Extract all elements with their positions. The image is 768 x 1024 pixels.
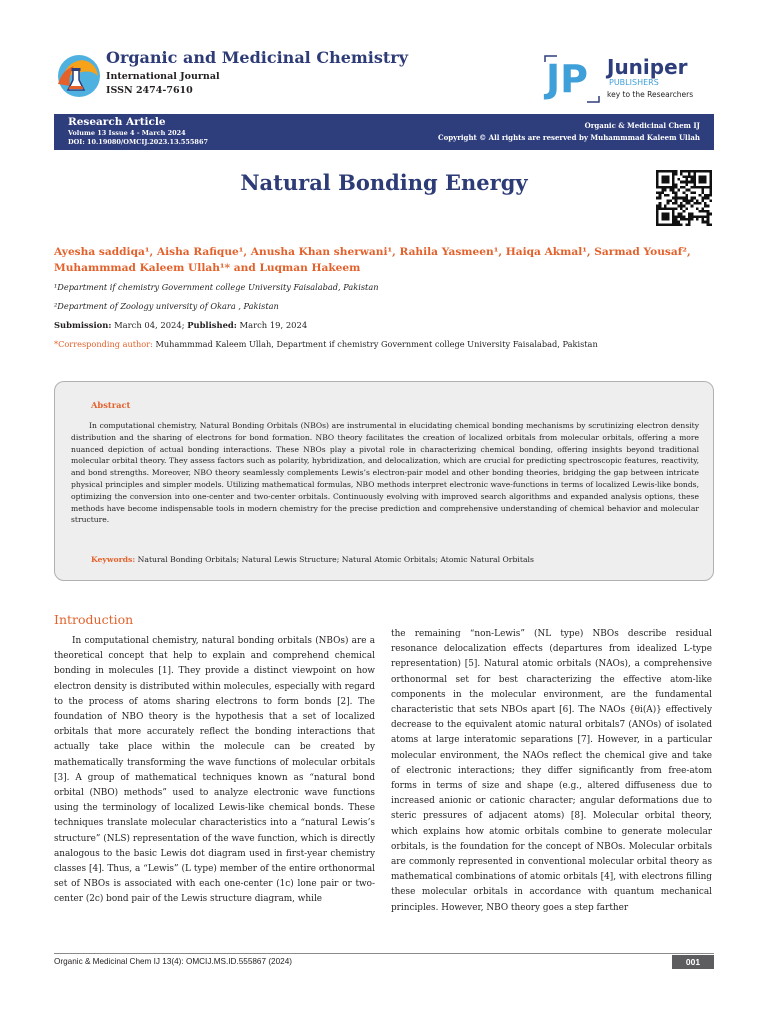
publisher-name: Juniper [607, 55, 688, 79]
introduction-heading: Introduction [54, 612, 134, 627]
affiliation-1: ¹Department if chemistry Government college University Faisalabad, Pakistan [54, 282, 379, 292]
journal-subtitle-block [106, 70, 220, 98]
body-column-left: In computational chemistry, natural bonding orbitals (NBOs) are a theoretical concept that help to explain and comprehend chemical bonding in molecules [1]. They provide a distinct viewpoint on how electron density is distributed within molecules, especially with regard to the process of atoms sharing electrons to form bonds [2]. The foundation of NBO theory is the hypothesis that a set of localized orbitals that more accurately reflect the bonding interactions that actually take place within the molecule can be created by mathematically transforming the wave functions of molecular orbitals [3]. A group of mathematical techniques known as “natural bond orbital (NBO) methods” used to analyze electronic wave functions using the terminology of localized Lewis-like chemical bonds. These techniques translate molecular characteristics into a “natural Lewis’s structure” (NLS) representation of the wave function, which is directly analogous to the basic Lewis dot diagram used in first-year chemistry classes [4]. Thus, a “Lewis” (L type) member of the entire orthonormal set of NBOs is associated with each one-center (1c) lone pair or two-center (2c) bond pair of the Lewis structure diagram, while [54, 636, 375, 905]
juniper-publishers-logo [543, 52, 718, 104]
journal-short-name: Organic & Medicinal Chem IJ [584, 121, 700, 130]
publisher-tagline: key to the Researchers [607, 90, 694, 99]
publisher-initials: JP [546, 57, 588, 101]
article-title: Natural Bonding Energy [240, 170, 528, 195]
journal-logo-icon [52, 50, 102, 100]
abstract-text: In computational chemistry, Natural Bonding Orbitals (NBOs) are instrumental in elucidating chemical bonding mechanisms by scrutinizing electron density distribution and the sharing of electrons for bond formation. NBO theory facilitates the creation of localized orbitals from molecular orbitals, offering a more nuanced depiction of actual bonding interactions. These NBOs play a pivotal role in characterizing chemical bonding, offering insights beyond traditional molecular orbital theory. They assess factors such as polarity, hybridization, and delocalization, which are crucial for predicting spectroscopic features, reactivity, and bond strengths. Moreover, NBO theory seamlessly complements Lewis’s electron-pair model and other bonding theories, bridging the gap between intricate physical principles and simpler models. Utilizing mathematical formulas, NBO methods interpret electronic wave-functions in terms of localized Lewis-like bonds, optimizing the conversion into one-center and two-center orbitals. Continuously evolving with improved search algorithms and expanded analysis options, these methods have become indispensable tools in modern chemistry for the precise prediction and comprehensive understanding of chemical behavior and molecular structure. [71, 421, 699, 525]
page-number: 001 [672, 955, 714, 969]
corresponding-text: Muhammmad Kaleem Ullah, Department if chemistry Government college University Faisalabad, Pakistan [152, 339, 598, 349]
corresponding-author [54, 339, 598, 349]
footer-divider [54, 953, 714, 954]
doi-text[interactable]: DOI: 10.19080/OMCIJ.2023.13.555867 [68, 138, 209, 146]
publisher-sub: PUBLISHERS [609, 78, 659, 87]
published-label: Published: [187, 320, 237, 330]
keywords [91, 555, 534, 564]
journal-issn: ISSN 2474-7610 [106, 85, 193, 96]
abstract-box [54, 381, 714, 581]
keywords-list: Natural Bonding Orbitals; Natural Lewis Structure; Natural Atomic Orbitals; Atomic Natural Orbitals [135, 555, 534, 564]
copyright-text: Copyright © All rights are reserved by Muhammmad Kaleem Ullah [438, 133, 700, 142]
journal-name: Organic and Medicinal Chemistry [106, 48, 409, 67]
keywords-label: Keywords: [91, 555, 136, 564]
submission-dates [54, 320, 307, 330]
authors-line-1: Ayesha saddiqa¹, Aisha Rafique¹, Anusha Khan sherwani¹, Rahila Yasmeen¹, Haiqa Akmal¹, Sarmad Yousaf², [54, 246, 691, 258]
journal-subtitle: International Journal [106, 71, 220, 82]
affiliation-2: ²Department of Zoology university of Okara , Pakistan [54, 301, 279, 311]
author-list [54, 244, 714, 276]
abstract-heading: Abstract [91, 400, 131, 410]
body-column-right: the remaining “non-Lewis” (NL type) NBOs describe residual resonance delocalization effects (departures from idealized L-type representation) [5]. Natural atomic orbitals (NAOs), a comprehensive orthonormal set for best characterizing the effective atom-like components in the molecular environment, are the fundamental characteristic that sets NBOs apart [6]. The NAOs {θi(A)} effectively decrease to the equivalent atomic natural orbitals7 (ANOs) of isolated atoms at large interatomic separations [7]. However, in a particular molecular environment, the NAOs reflect the chemical give and take of electronic interactions; they differ significantly from free-atom forms in terms of size and shape (e.g., altered diffuseness due to increased anionic or cationic character; angular deformations due to steric pressures of adjacent atoms) [8]. Molecular orbital theory, which explains how atomic orbitals combine to generate molecular orbitals, is the foundation for the concept of NBOs. Molecular orbitals are commonly represented in conventional molecular orbital theory as mathematical combinations of atomic orbitals [4], with electrons filling these molecular orbitals in accordance with quantum mechanical principles. However, NBO theory goes a step farther [391, 629, 712, 913]
submission-label: Submission: [54, 320, 112, 330]
corresponding-label: *Corresponding author: [54, 339, 153, 349]
qr-code[interactable] [656, 170, 712, 226]
published-date: March 19, 2024 [236, 320, 308, 330]
volume-info: Volume 13 Issue 4 - March 2024 [68, 129, 186, 137]
article-banner [54, 114, 714, 150]
submission-date: March 04, 2024; [111, 320, 188, 330]
authors-line-2: Muhammmad Kaleem Ullah¹* and Luqman Hakeem [54, 262, 361, 274]
article-type: Research Article [68, 116, 166, 128]
footer-citation: Organic & Medicinal Chem IJ 13(4): OMCIJ.MS.ID.555867 (2024) [54, 957, 292, 966]
